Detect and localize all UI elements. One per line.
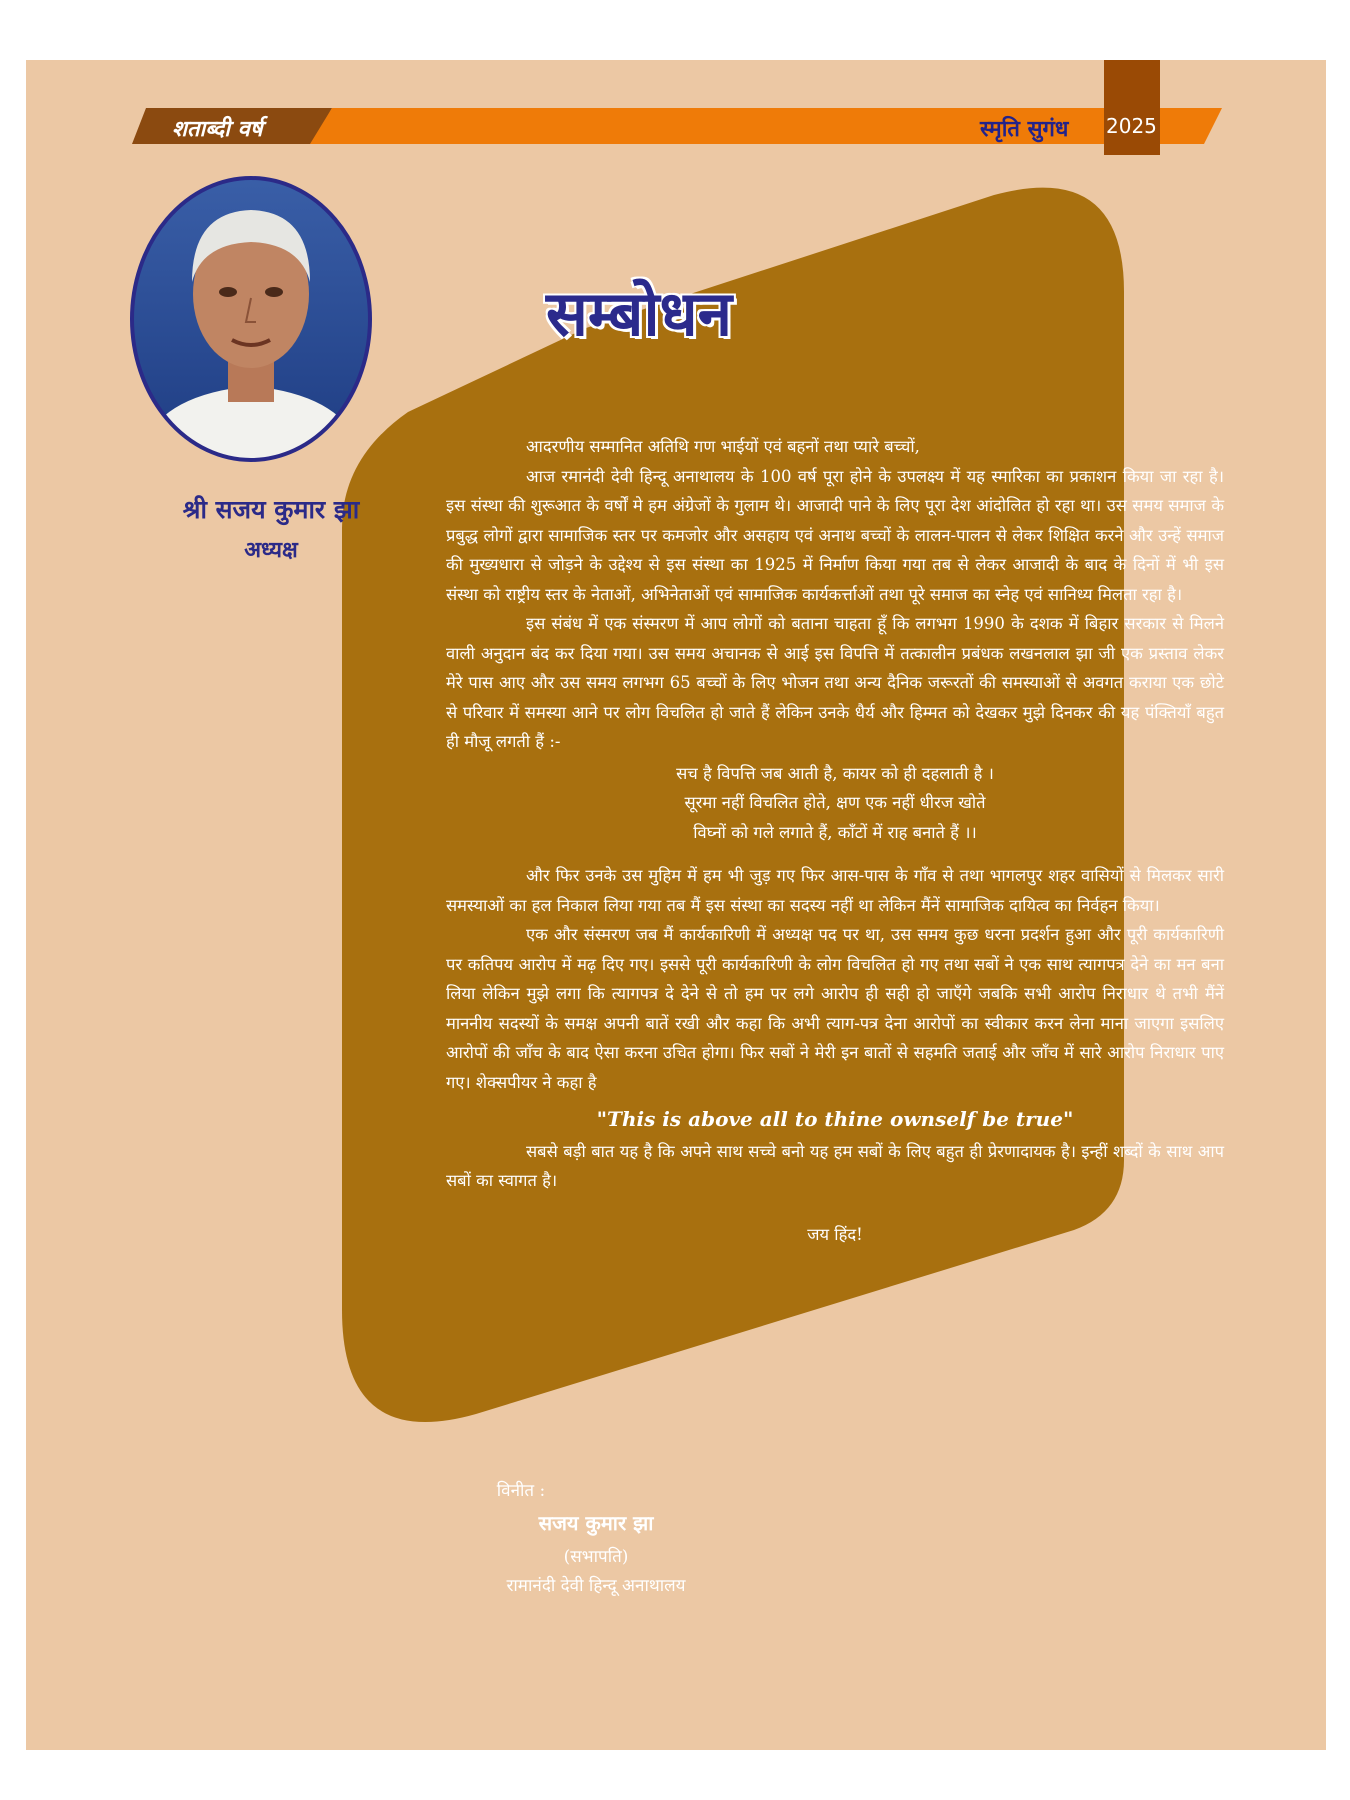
paragraph-3: और फिर उनके उस मुहिम में हम भी जुड़ गए फिर आस-पास के गाँव से तथा भागलपुर शहर वासियों से मिलकर सारी समस्याओं का हल निकाल लिया गया तब मैं इस संस्था का सदस्य नहीं था लेकिन मैंनें सामाजिक दायित्व का निर्वहन किया।: [446, 866, 1224, 915]
paragraph-5: सबसे बड़ी बात यह है कि अपने साथ सच्चे बनो यह हम सबों के लिए बहुत ही प्रेरणादायक है। इन्हीं शब्दों के साथ आप सबों का स्वागत है।: [446, 1141, 1224, 1190]
paragraph-1: आज रमानंदी देवी हिन्दू अनाथालय के 100 वर्ष पूरा होने के उपलक्ष्य में यह स्मारिका का प्रकाशन किया जा रहा है। इस संस्था की शुरूआत के वर्षों मे हम अंग्रेजों के गुलाम थे। आजादी पाने के लिए पूरा देश आंदोलित हो रहा था। उस समय समाज के प्रबुद्ध लोगों द्वारा सामाजिक स्तर पर कमजोर और असहाय एवं अनाथ बच्चों के लालन-पालन से लेकर शिक्षित करने और उन्हें समाज की मुख्यधारा से जोड़ने के उद्देश्य से इस संस्था का 1925 में निर्माण किया गया तब से लेकर आजादी के बाद के दिनों में भी इस संस्था को राष्ट्रीय स्तर के नेताओं, अभिनेताओं एवं सामाजिक कार्यकर्त्ताओं तथा पूरे समाज का स्नेह एवं सानिध्य मिलता रहा है।: [446, 466, 1224, 604]
header-year: 2025: [1106, 114, 1157, 138]
author-portrait: [128, 174, 374, 464]
signature-role: (सभापति): [563, 1547, 629, 1567]
page: [26, 60, 1326, 1750]
year-tab: [1104, 60, 1160, 155]
poem-line: सच है विपत्ति जब आती है, कायर को ही दहलाती है ।: [676, 763, 994, 783]
poem-line: सूरमा नहीं विचलित होते, क्षण एक नहीं धीरज खोते: [684, 793, 986, 812]
poem-line: विघ्नों को गले लगाते हैं, काँटों में राह बनाते हैं ।।: [693, 822, 977, 842]
signature-name: सजय कुमार झा: [538, 1511, 654, 1535]
closing-line: जय हिंद!: [807, 1224, 863, 1244]
letter-body: [446, 432, 1224, 1249]
poem: [446, 759, 1224, 848]
salutation: आदरणीय सम्मानित अतिथि गण भाईयों एवं बहनों तथा प्यारे बच्चों,: [526, 437, 920, 456]
author-title: अध्यक्ष: [244, 538, 298, 563]
paragraph-2: इस संबंध में एक संस्मरण में आप लोगों को बताना चाहता हूँ कि लगभग 1990 के दशक में बिहार सरकार से मिलने वाली अनुदान बंद कर दिया गया। उस समय अचानक से आई इस विपत्ति में तत्कालीन प्रबंधक लखनलाल झा जी एक प्रस्ताव लेकर मेरे पास आए और उस समय लगभग 65 बच्चों के लिए भोजन तथा अन्य दैनिक जरूरतों की समस्याओं से अवगत कराया एक छोटे से परिवार में समस्या आने पर लोग विचलित हो जाते हैं लेकिन उनके धैर्य और हिम्मत को देखकर मुझे दिनकर की यह पंक्तियाँ बहुत ही मौजू लगती हैं :-: [446, 614, 1224, 751]
header-bar: [132, 108, 1222, 144]
shakespeare-quote: "This is above all to thine ownself be true": [596, 1107, 1074, 1131]
header-right-label: स्मृति सुगंध: [980, 117, 1069, 142]
author-name: श्री सजय कुमार झा: [182, 495, 360, 524]
header-right-band: [310, 108, 1222, 144]
signature-label: विनीत :: [496, 1481, 546, 1501]
page-title: सम्बोधन: [546, 277, 733, 350]
signature-org: रामानंदी देवी हिन्दू अनाथालय: [506, 1576, 686, 1596]
paragraph-4: एक और संस्मरण जब मैं कार्यकारिणी में अध्यक्ष पद पर था, उस समय कुछ धरना प्रदर्शन हुआ और पूरी कार्यकारिणी पर कतिपय आरोप में मढ़ दिए गए। इससे पूरी कार्यकारिणी के लोग विचलित हो गए तथा सबों ने एक साथ त्यागपत्र देने का मन बना लिया लेकिन मुझे लगा कि त्यागपत्र दे देने से तो हम पर लगे आरोप ही सही हो जाएँगे जबकि सभी आरोप निराधार थे तभी मैंनें माननीय सदस्यों के समक्ष अपनी बातें रखी और कहा कि अभी त्याग-पत्र देना आरोपों का स्वीकार करन लेना माना जाएगा इसलिए आरोपों की जाँच के बाद ऐसा करना उचित होगा। फिर सबों ने मेरी इन बातों से सहमति जताई और जाँच में सारे आरोप निराधार पाए गए। शेक्सपीयर ने कहा है: [446, 925, 1224, 1092]
header-left-label: शताब्दी वर्ष: [172, 117, 263, 142]
signature-block: [446, 1478, 746, 1596]
